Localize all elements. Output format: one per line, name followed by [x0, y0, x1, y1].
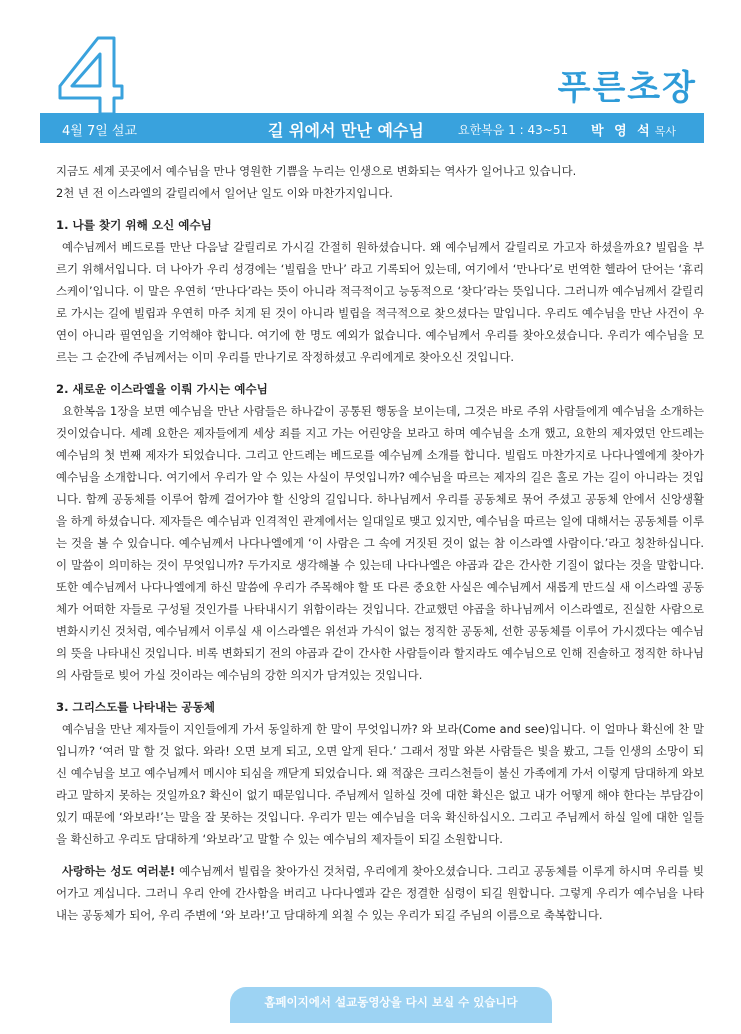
speaker-role: 목사	[654, 125, 676, 138]
section-heading: 3. 그리스도를 나타내는 공동체	[56, 700, 215, 714]
scripture-reference: 요한복음 1 : 43~51	[458, 123, 569, 137]
section-body: 예수님께서 베드로를 만난 다음날 갈릴리로 가시길 간절히 원하셨습니다. 왜 예수님께서 갈릴리로 가고자 하셨을까요? 빌립을 부르기 위해서입니다. 더 나아가 우리 성경에는 ‘빌립을 만나’ 라고 기록되어 있는데, 여기에서 ‘만나다’로 번역한 헬라어 단어는 ‘휴리스케이’입니다. 이 말은 우연히 ‘만나다’라는 뜻이 아니라 적극적이고 능동적으로 ‘찾다’라는 뜻입니다. 그러니까 예수님께서 갈릴리로 가시는 길에 빌립과 우연히 마주 치게 된 것이 아니라 빌립을 적극적으로 찾으셨다는 말입니다. 우리도 예수님을 만난 사건이 우연이 아니라 필연임을 기억해야 합니다. 여기에 한 명도 예외가 없습니다. 예수님께서 우리를 찾아오셨습니다. 우리가 예수님을 모르는 그 순간에 주님께서는 이미 우리를 만나기로 작정하셨고 우리에게로 찾아오신 것입니다.	[56, 240, 704, 364]
speaker	[591, 120, 676, 139]
intro-line: 지금도 세계 곳곳에서 예수님을 만나 영원한 기쁨을 누리는 인생으로 변화되는 역사가 일어나고 있습니다.	[56, 164, 577, 178]
closing-lead: 사랑하는 성도 여러분!	[62, 864, 176, 878]
closing-body: 예수님께서 빌립을 찾아가신 것처럼, 우리에게 찾아오셨습니다. 그리고 공동체를 이루게 하시며 우리를 빚어가고 계십니다. 그러니 우리 안에 간사함을 버리고 나다나엘과 같은 정결한 심령이 되길 원합니다. 그렇게 우리가 예수님을 나타내는 공동체가 되어, 우리 주변에 ‘와 보라!’고 담대하게 외칠 수 있는 우리가 되길 주님의 이름으로 축복합니다.	[56, 864, 704, 922]
section-heading: 2. 새로운 이스라엘을 이뤄 가시는 예수님	[56, 382, 268, 396]
sermon-content	[56, 160, 704, 926]
brand-title: 푸른초장	[557, 68, 697, 108]
speaker-name: 박 영 석	[591, 124, 653, 139]
section-body: 예수님을 만난 제자들이 지인들에게 가서 동일하게 한 말이 무엇입니까? 와 보라(Come and see)입니다. 이 얼마나 확신에 찬 말입니까? ‘여러 말 할 것 없다. 와라! 오면 보게 되고, 오면 알게 된다.’ 그래서 정말 와본 사람들은 빛을 봤고, 그들 인생의 소망이 되신 예수님을 보고 예수님께서 메시야 되심을 깨닫게 되었습니다. 왜 적잖은 크리스천들이 불신 가족에게 가서 이렇게 담대하게 와보라고 말하지 못하는 것일까요? 확신이 없기 때문입니다. 주님께서 일하실 것에 대한 확신은 없고 내가 어떻게 해야 한다는 부담감이 있기 때문에 ‘와보라!’는 말을 잘 못하는 것입니다. 우리가 믿는 예수님을 더욱 확신하십시오. 그리고 주님께서 하실 일에 대한 일들을 확신하고 우리도 담대하게 ‘와보라’고 말할 수 있는 예수님의 제자들이 되길 소원합니다.	[56, 722, 704, 846]
footer-banner[interactable]: 홈페이지에서 설교동영상을 다시 보실 수 있습니다	[230, 987, 552, 1023]
intro-line: 2천 년 전 이스라엘의 갈릴리에서 일어난 일도 이와 마찬가지입니다.	[56, 186, 393, 200]
sermon-date: 4월 7일 설교	[62, 124, 138, 139]
sermon-info-bar	[40, 113, 704, 143]
intro	[56, 160, 704, 204]
section-body: 요한복음 1장을 보면 예수님을 만난 사람들은 하나같이 공통된 행동을 보이는데, 그것은 바로 주위 사람들에게 예수님을 소개하는 것이었습니다. 세례 요한은 제자들에게 세상 죄를 지고 가는 어린양을 보라고 하며 예수님을 소개 했고, 요한의 제자였던 안드레는 예수님의 첫 번째 제자가 되었습니다. 그리고 안드레는 베드로를 예수님께 소개를 합니다. 빌립도 마찬가지로 나다나엘에게 찾아가 예수님을 소개합니다. 여기에서 우리가 알 수 있는 사실이 무엇입니까? 예수님을 따르는 제자의 길은 홀로 가는 길이 아니라는 것입니다. 함께 공동체를 이루어 함께 걸어가야 할 신앙의 길입니다. 하나님께서 우리를 공동체로 묶어 주셨고 공동체 안에서 신앙생활을 하게 하셨습니다. 제자들은 예수님과 인격적인 관계에서는 일대일로 맺고 있지만, 예수님을 따르는 일에 대해서는 공동체를 이루는 것을 볼 수 있습니다. 예수님께서 나다나엘에게 ‘이 사람은 그 속에 거짓된 것이 없는 참 이스라엘 사람이다.’라고 칭찬하십니다. 이 말씀이 의미하는 것이 무엇입니까? 두가지로 생각해볼 수 있는데 나다나엘은 야곱과 같은 간사한 기질이 없다는 것을 말합니다. 또한 예수님께서 나다나엘에게 하신 말씀에 우리가 주목해야 할 또 다른 중요한 사실은 예수님께서 새롭게 만드실 새 이스라엘 공동체가 어떠한 자들로 구성될 것인가를 나타내시기 위함이라는 것입니다. 간교했던 야곱을 하나님께서 이스라엘로, 진실한 사람으로 변화시키신 것처럼, 예수님께서 이루실 새 이스라엘은 위선과 가식이 없는 정직한 공동체, 선한 공동체를 이루어 가시겠다는 예수님의 뜻을 나타내신 것입니다. 비록 변화되기 전의 야곱과 같이 간사한 사람들이라 할지라도 예수님으로 인해 진솔하고 정직한 하나님의 사람들로 빚어 가실 것이라는 예수님의 강한 의지가 담겨있는 것입니다.	[56, 404, 704, 682]
section-3	[56, 696, 704, 850]
section-heading: 1. 나를 찾기 위해 오신 예수님	[56, 218, 212, 232]
issue-number-graphic	[58, 36, 124, 116]
issue-number: 4	[58, 36, 59, 37]
closing-paragraph	[56, 860, 704, 926]
section-2	[56, 378, 704, 686]
section-1	[56, 214, 704, 368]
sermon-title: 길 위에서 만난 예수님	[268, 121, 424, 140]
